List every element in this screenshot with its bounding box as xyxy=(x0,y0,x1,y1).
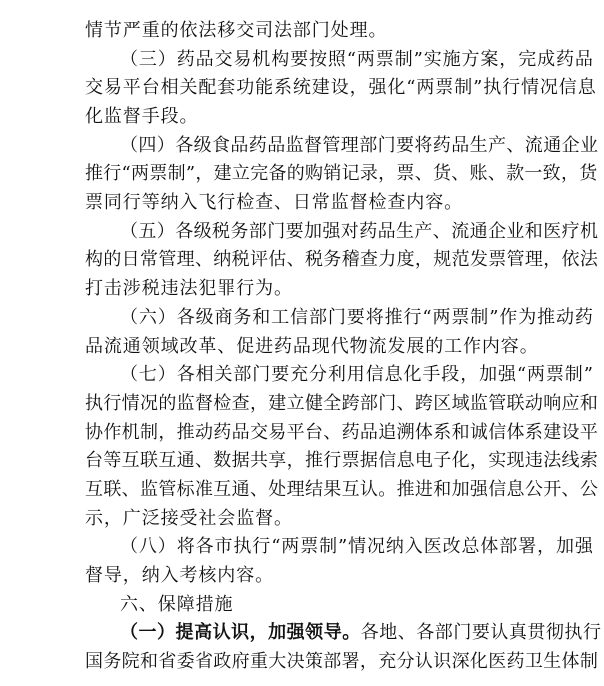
text-line: （四）各级食品药品监督管理部门要将药品生产、流通企业 xyxy=(120,134,599,156)
text-line: 交易平台相关配套功能系统建设，强化“两票制”执行情况信息 xyxy=(85,77,597,99)
text-line: 示，广泛接受社会监督。 xyxy=(85,507,293,529)
text-line: （八）将各市执行“两票制”情况纳入医改总体部署，加强 xyxy=(120,536,594,558)
text-line: 打击涉税违法犯罪行为。 xyxy=(85,278,293,300)
text-line: 互联、监管标准互通、处理结果互认。推进和加强信息公开、公 xyxy=(85,478,599,500)
bold-lead: （一）提高认识，加强领导。 xyxy=(120,622,361,644)
text-line: 品流通领域改革、促进药品现代物流发展的工作内容。 xyxy=(85,335,539,357)
text-line: 构的日常管理、纳税评估、税务稽查力度，规范发票管理，依法 xyxy=(85,249,599,271)
text-line: 情节严重的依法移交司法部门处理。 xyxy=(85,20,388,41)
text-line: 国务院和省委省政府重大决策部署，充分认识深化医药卫生体制 xyxy=(85,651,599,672)
section-heading: 六、保障措施 xyxy=(120,593,234,615)
text-line: （七）各相关部门要充分利用信息化手段，加强“两票制” xyxy=(120,364,594,386)
text-line: 协作机制，推动药品交易平台、药品追溯体系和诚信体系建设平 xyxy=(85,421,599,443)
text-line: 票同行等纳入飞行检查、日常监督检查内容。 xyxy=(85,192,463,214)
text-line: （五）各级税务部门要加强对药品生产、流通企业和医疗机 xyxy=(120,220,599,242)
text-line: 各地、各部门要认真贯彻执行 xyxy=(360,622,602,644)
text-line: （六）各级商务和工信部门要将推行“两票制”作为推动药 xyxy=(120,306,594,328)
text-line: 督导，纳入考核内容。 xyxy=(85,564,274,586)
text-line: 执行情况的监督检查，建立健全跨部门、跨区域监管联动响应和 xyxy=(85,392,599,414)
text-line: 台等互联互通、数据共享，推行票据信息电子化，实现违法线索 xyxy=(85,450,599,472)
text-line: 化监督手段。 xyxy=(85,106,199,128)
text-line: 推行“两票制”，建立完备的购销记录，票、货、账、款一致，货 xyxy=(85,163,598,185)
text-line: （三）药品交易机构要按照“两票制”实施方案，完成药品 xyxy=(120,48,594,70)
